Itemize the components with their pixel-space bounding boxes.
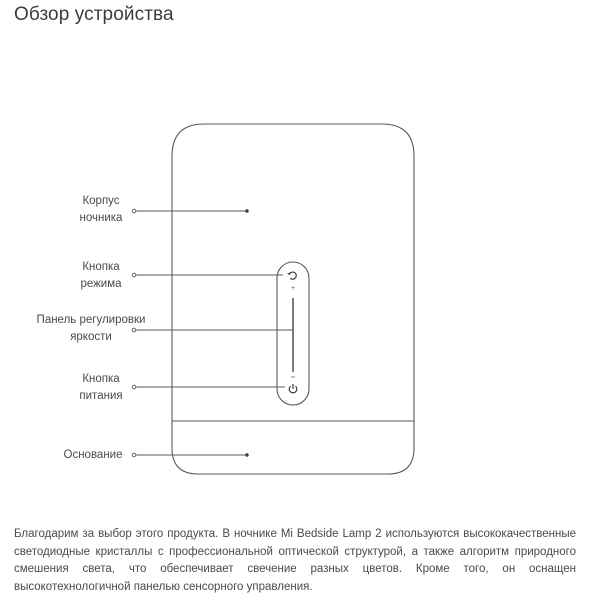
label-mode-line2: режима (80, 278, 122, 290)
leader-start-base (132, 453, 136, 457)
intro-paragraph: Благодарим за выбор этого продукта. В ночнике Mi Bedside Lamp 2 используются высококачественные светодиодные кристаллы с профессиональной оптической структурой, а также алгоритм природного смешения света, что обеспечивает свечение разных цветов. Кроме того, он оснащен высокотехнологичной панелью сенсорного управления. (14, 528, 576, 593)
label-brightness-line2: яркости (70, 331, 112, 343)
plus-marker: + (290, 285, 296, 292)
label-power-line1: Кнопка (82, 373, 120, 385)
page-title: Обзор устройства (14, 4, 174, 25)
label-brightness-panel (26, 312, 156, 346)
cycle-icon (288, 272, 297, 279)
label-base: Основание (63, 449, 123, 461)
label-mode-button (66, 259, 136, 293)
leader-end-base (245, 453, 248, 456)
power-icon (289, 384, 297, 393)
label-power-button (66, 371, 136, 405)
label-body (66, 193, 136, 227)
label-brightness-line1: Панель регулировки (36, 314, 146, 326)
label-mode-line1: Кнопка (82, 261, 120, 273)
label-body-line1: Корпус (82, 195, 120, 207)
label-power-line2: питания (79, 390, 123, 402)
leader-end-body (245, 209, 248, 212)
label-body-line2: ночника (79, 212, 123, 224)
